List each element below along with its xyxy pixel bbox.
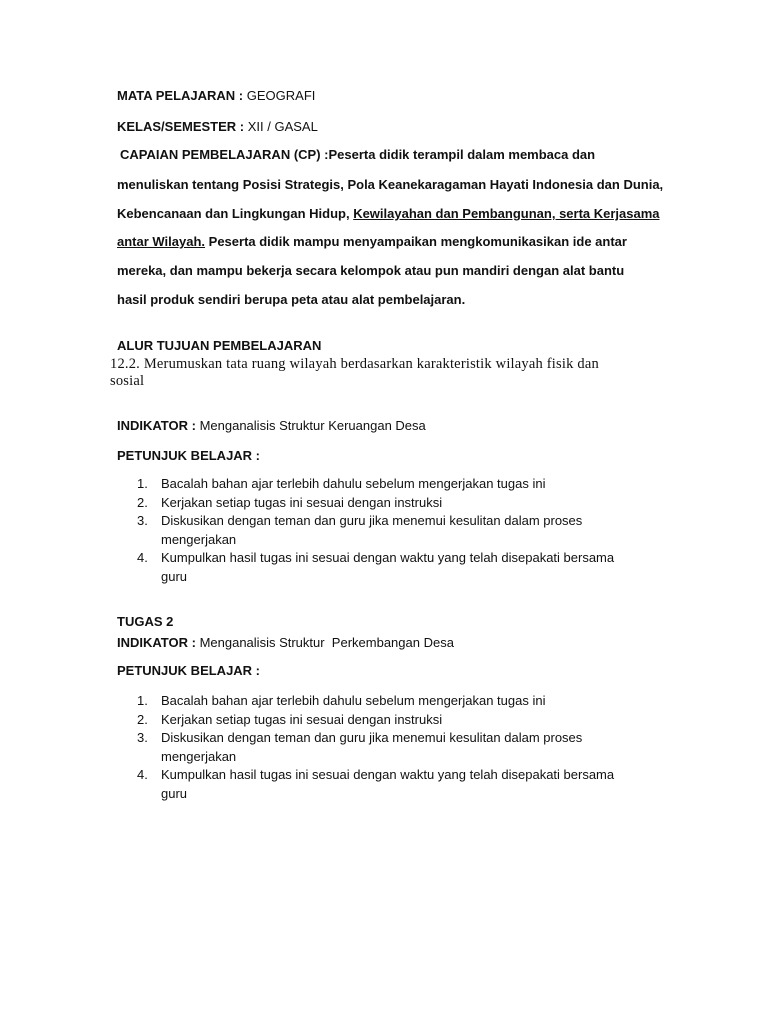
indikator-2-label: INDIKATOR : [117,635,196,650]
atp-line-2: sosial [110,373,145,389]
tugas-2-heading [117,614,173,630]
cp-line-6: hasil produk sendiri berupa peta atau alat pembelajaran. [117,292,466,307]
list-text-cont: guru [161,785,188,801]
cp-line-4 [117,234,627,250]
list-number: 2. [137,711,148,727]
petunjuk-1-list [137,475,677,586]
cp-label: CAPAIAN PEMBELAJARAN (CP) : [120,147,329,162]
indikator-1-line [117,418,426,434]
list-text-cont: mengerjakan [161,748,237,764]
list-number: 1. [137,476,148,491]
petunjuk-2-heading [117,663,260,679]
list-item [137,512,677,549]
indikator-1-label: INDIKATOR : [117,418,196,433]
list-number: 2. [137,494,148,510]
list-item [137,475,677,494]
tugas-2-heading-text: TUGAS 2 [117,614,174,629]
list-item [137,494,677,513]
list-text: Kerjakan setiap tugas ini sesuai dengan instruksi [161,711,443,727]
list-text-cont: mengerjakan [161,531,237,547]
list-item [137,549,677,586]
list-item [137,711,677,730]
list-item [137,729,677,766]
list-item [137,766,677,803]
list-number: 3. [137,730,148,745]
cp-text-3-underlined: Kewilayahan dan Pembangunan, serta Kerjasama [353,206,660,221]
list-item [137,692,677,711]
list-text: Kumpulkan hasil tugas ini sesuai dengan waktu yang telah disepakati bersama [161,767,615,782]
list-text: Bacalah bahan ajar terlebih dahulu sebelum mengerjakan tugas ini [161,476,546,491]
list-text: Kumpulkan hasil tugas ini sesuai dengan waktu yang telah disepakati bersama [161,550,615,565]
kelas-semester-line [117,119,318,135]
list-text: Diskusikan dengan teman dan guru jika menemui kesulitan dalam proses [161,513,583,528]
atp-heading [117,338,321,354]
cp-text-4b: Peserta didik mampu menyampaikan mengkomunikasikan ide antar [205,234,627,249]
cp-line-5: mereka, dan mampu bekerja secara kelompok atau pun mandiri dengan alat bantu [117,263,625,278]
indikator-2-value: Menganalisis Struktur Perkembangan Desa [195,635,454,650]
petunjuk-1-heading-text: PETUNJUK BELAJAR : [117,448,261,463]
mata-pelajaran-line [117,88,315,104]
list-number: 3. [137,513,148,528]
petunjuk-2-list [137,692,677,803]
petunjuk-2-heading-text: PETUNJUK BELAJAR : [117,663,261,678]
list-number: 4. [137,767,148,782]
atp-heading-text: ALUR TUJUAN PEMBELAJARAN [117,338,322,353]
cp-text-3a: Kebencanaan dan Lingkungan Hidup, [117,206,354,221]
list-text: Diskusikan dengan teman dan guru jika menemui kesulitan dalam proses [161,730,583,745]
cp-text-4-underlined: antar Wilayah. [117,234,206,249]
indikator-2-line [117,635,454,651]
list-number: 4. [137,550,148,565]
atp-line-1: 12.2. Merumuskan tata ruang wilayah berdasarkan karakteristik wilayah fisik dan [110,356,599,372]
cp-line-2: menuliskan tentang Posisi Strategis, Pola Keanekaragaman Hayati Indonesia dan Dunia, [117,177,664,192]
indikator-1-value: Menganalisis Struktur Keruangan Desa [195,418,426,433]
cp-text-1: Peserta didik terampil dalam membaca dan [328,147,596,162]
list-text: Bacalah bahan ajar terlebih dahulu sebelum mengerjakan tugas ini [161,693,546,708]
mata-pelajaran-label: MATA PELAJARAN : [117,88,244,103]
kelas-semester-value: XII / GASAL [244,119,318,134]
cp-line-3 [117,206,660,222]
list-number: 1. [137,693,148,708]
cp-line-1 [120,147,595,163]
mata-pelajaran-value: GEOGRAFI [243,88,316,103]
list-text: Kerjakan setiap tugas ini sesuai dengan instruksi [161,494,443,510]
kelas-semester-label: KELAS/SEMESTER : [117,119,245,134]
list-text-cont: guru [161,568,188,584]
petunjuk-1-heading [117,448,260,464]
